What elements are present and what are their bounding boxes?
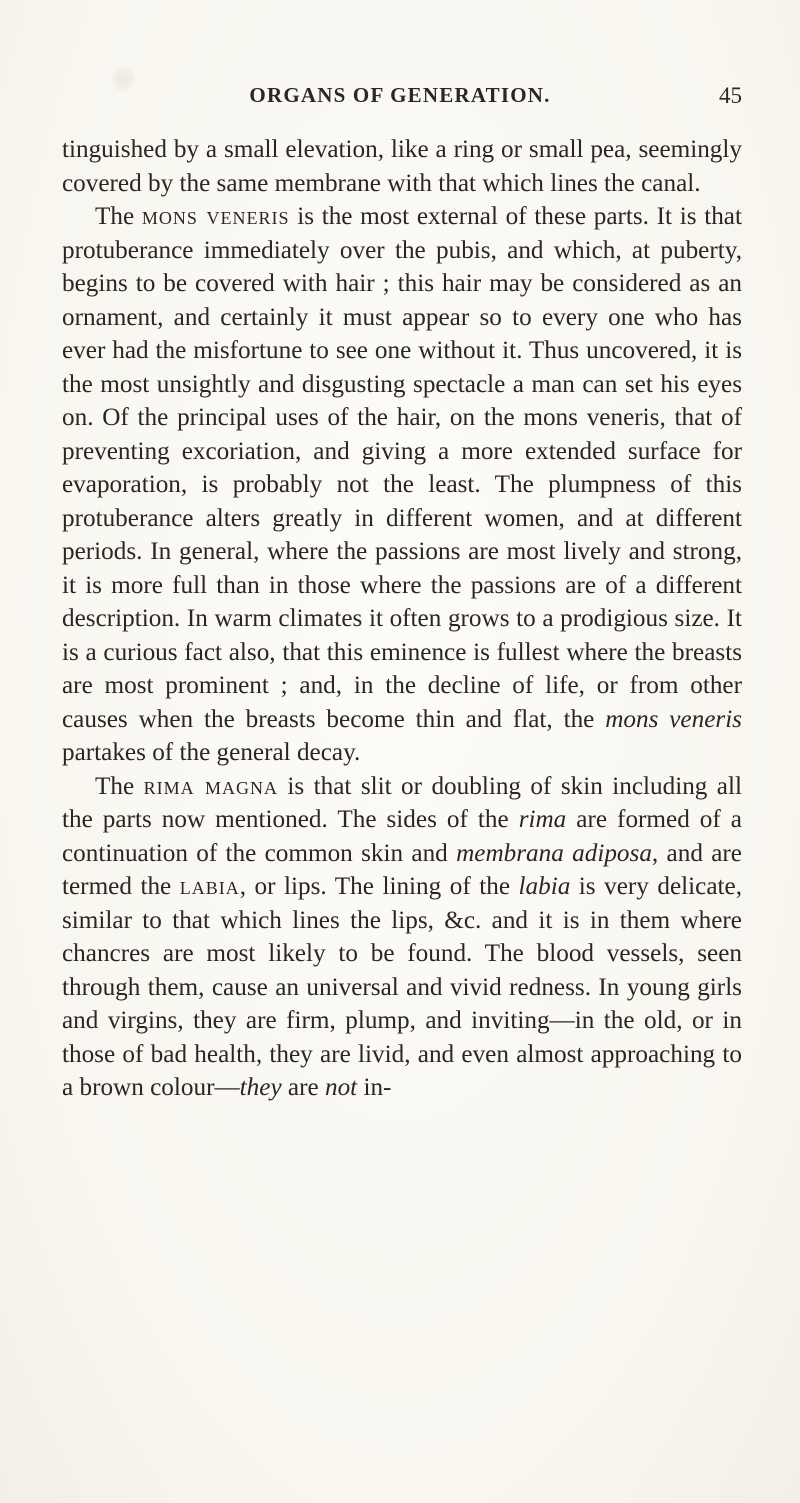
italic-labia: labia <box>518 873 571 900</box>
paragraph-text: tinguished by a small elevation, like a ring or small pea, seemingly covered by the same membrane with that which lines the canal. <box>62 136 742 197</box>
term-labia: labia <box>179 873 240 900</box>
italic-membrana-adiposa: membrana adiposa <box>456 839 652 867</box>
italic-not: not <box>324 1074 358 1101</box>
paragraph-text: , and are termed the <box>62 839 742 900</box>
running-head: ORGANS OF GENERATION. <box>249 83 551 107</box>
term-rima-magna: rima magna <box>143 772 279 800</box>
paragraph-text: is very delicate, similar to that which lines the lips, &c. and it is in them where chancres are most likely to be found. The blood vessels, seen through them, cause an universal and vivid redness. In young girls and virgins, they are firm, plump, and inviting—in the old, or in those of bad health, they are livid, and even almost approaching to a brown colour— <box>62 873 742 1101</box>
paragraph-text: is that slit or doubling of skin including all the parts now mentioned. The sides of the <box>62 772 742 833</box>
italic-they: they <box>239 1074 282 1101</box>
paragraph-text: , or lips. The lining of the <box>239 873 519 900</box>
italic-rima: rima <box>518 806 567 833</box>
paragraph-text: partakes of the general decay. <box>62 739 361 766</box>
paragraph-text: is the most external of these parts. It is that protuberance immediately over the pubis, and which, at puberty, begins to be covered with hair ; this hair may be considered as an ornament, and certainly it must appear so to every one who has ever had the misfortune to see one without it. Thus uncovered, it is the most unsightly and disgusting spectacle a man can set his eyes on. Of the principal uses of the hair, on the mons veneris, that of preventing excoriation, and giving a more extended surface for evaporation, is probably not the least. The plumpness of this protuberance alters greatly in different women, and at different periods. In general, where the passions are most lively and strong, it is more full than in those where the passions are of a different description. In warm climates it often grows to a prodigious size. It is a curious fact also, that this eminence is fullest where the breasts are most prominent ; and, in the decline of life, or from other causes when the breasts become thin and flat, the <box>62 203 742 733</box>
paragraph-mons-veneris <box>62 200 742 770</box>
paragraph-rima-magna <box>62 770 742 1105</box>
paragraph-text: in- <box>357 1074 392 1101</box>
paragraph-text: are formed of a continuation of the common skin and <box>62 806 742 867</box>
paragraph-continuation <box>62 133 742 200</box>
paragraph-text: The <box>95 203 142 230</box>
page-number: 45 <box>719 83 742 108</box>
paragraph-text: are <box>281 1074 325 1101</box>
body-text <box>62 133 742 1105</box>
term-mons-veneris: mons veneris <box>141 203 290 230</box>
page-header <box>0 83 800 113</box>
paragraph-text: The <box>95 772 144 800</box>
italic-mons-veneris: mons veneris <box>605 705 742 733</box>
